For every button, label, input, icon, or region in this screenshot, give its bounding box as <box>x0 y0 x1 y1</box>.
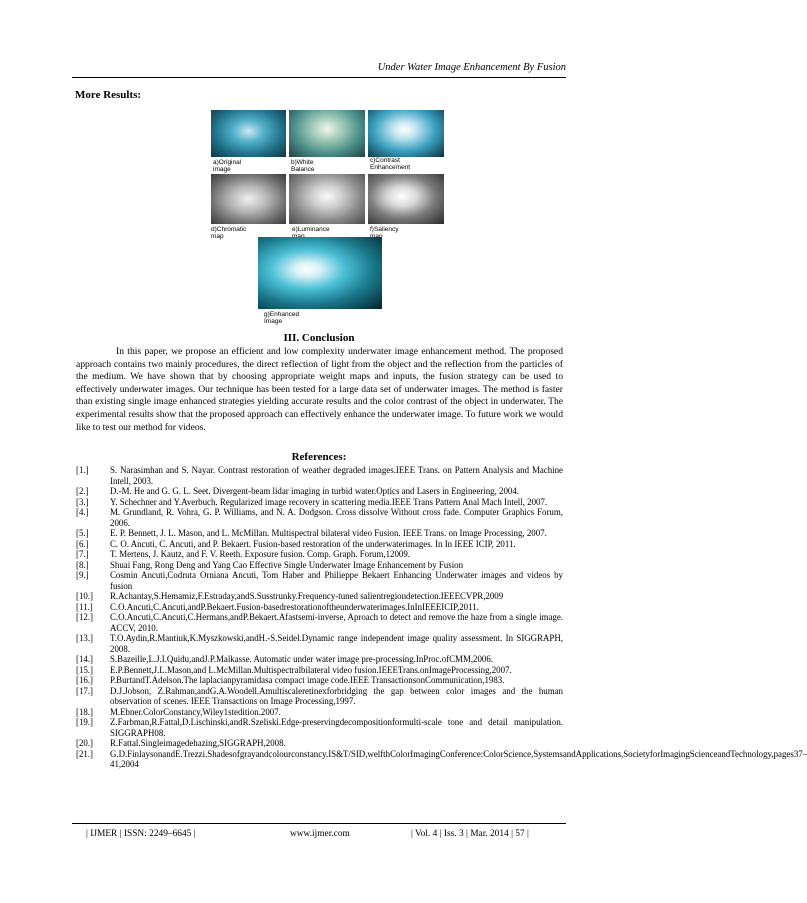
reference-number: [16.] <box>76 675 94 685</box>
reference-item <box>76 654 563 665</box>
footer-rule <box>72 823 566 824</box>
reference-text: Y. Schechner and Y.Averbuch. Regularized image recovery in scattering media.IEEE Trans Pattern Anal Mach Intell, 2007. <box>110 496 548 507</box>
reference-text: Z.Farbman,R.Fattal,D.Lischinski,andR.Szeliski.Edge-preservingdecompositionformulti-scale tone and detail manipulation. SIGGRAPH08. <box>110 717 563 738</box>
conclusion-heading: III. Conclusion <box>283 332 355 344</box>
reference-number: [15.] <box>76 664 94 675</box>
reference-text: P.BurtandT.Adelson.The laplacianpyramidasa compact image code.IEEE TransactionsonCommunication,1983. <box>110 675 505 685</box>
enhanced-image <box>258 237 382 309</box>
contrast-enhancement-image <box>368 110 444 157</box>
conclusion-body <box>76 346 563 434</box>
white-balance-image <box>289 110 365 157</box>
reference-number: [8.] <box>76 559 89 570</box>
chromatic-map-image <box>211 174 286 224</box>
reference-text: T. Mertens, J. Kautz, and F. V. Reeth. Exposure fusion. Comp. Graph. Forum,12009. <box>110 549 411 559</box>
caption-a: a)Original image <box>213 159 242 173</box>
reference-number: [6.] <box>76 538 89 549</box>
reference-text: D.-M. He and G. G. L. Seet. Divergent-beam lidar imaging in turbid water.Optics and Lasers in Engineering, 2004. <box>110 486 519 496</box>
footer-journal: | IJMER | ISSN: 2249–6645 | <box>86 829 196 839</box>
reference-number: [12.] <box>76 612 94 622</box>
reference-text: E. P. Bennett, J. L. Mason, and L. McMillan. Multispectral bilateral video Fusion. IEEE Trans. on Image Processing, 2007. <box>110 528 547 538</box>
reference-number: [5.] <box>76 528 89 538</box>
reference-item <box>76 707 563 718</box>
reference-number: [2.] <box>76 486 89 496</box>
reference-text: Cosmin Ancuti,Codruta Orniana Ancuti, Tom Haber and Philieppe Bekaert Enhancing Underwater images and videos by fusion <box>110 570 563 591</box>
header-rule <box>72 77 566 78</box>
reference-item <box>76 497 563 508</box>
reference-number: [10.] <box>76 591 94 601</box>
reference-text: C.O.Ancuti,C.Ancuti,C.Hermans,andP.Bekaert.Afastsemi-inverse, Aproach to detect and remove the haze from a single image. ACCV, 2010. <box>110 612 563 633</box>
reference-text: C. O. Ancuti, C. Ancuti, and P. Bekaert. Fusion-based restoration of the underwaterimages. In In IEEE ICIP, 2011. <box>110 538 516 549</box>
footer-website: www.ijmer.com <box>290 829 350 839</box>
reference-item <box>76 675 563 686</box>
reference-number: [11.] <box>76 601 93 612</box>
reference-item <box>76 507 563 528</box>
reference-text: C.O.Ancuti,C.Ancuti,andP.Bekaert.Fusion-basedrestorationoftheunderwaterimages.InInIEEEICIP,2011. <box>110 601 479 612</box>
reference-item <box>76 748 807 770</box>
reference-item <box>76 549 563 560</box>
reference-number: [4.] <box>76 507 89 517</box>
reference-number: [13.] <box>76 633 94 643</box>
reference-number: [1.] <box>76 465 89 475</box>
saliency-map-image <box>368 174 444 224</box>
reference-number: [9.] <box>76 570 89 580</box>
reference-item <box>76 717 563 738</box>
original-image <box>211 110 286 157</box>
luminance-map-image <box>289 174 365 224</box>
caption-d: d)Chromatic map <box>211 226 247 240</box>
reference-item <box>76 686 563 707</box>
reference-item <box>76 528 563 539</box>
reference-text: S. Narasimhan and S. Nayar. Contrast restoration of weather degraded images.IEEE Trans. on Pattern Analysis and Machine Intell, 2003. <box>110 465 563 486</box>
reference-text: R.Fattal.Singleimagedehazing,SIGGRAPH,2008. <box>110 738 286 748</box>
reference-number: [17.] <box>76 685 94 696</box>
reference-number: [21.] <box>76 748 94 759</box>
reference-text: R.Achantay,S.Hemamiz,F.Estraday,andS.Susstrunky.Frequency-tuned salientregiondetection.IEEECVPR,2009 <box>110 591 504 601</box>
reference-text: M. Grundland, R. Vohra, G. P. Williams, and N. A. Dodgson. Cross dissolve Without cross fade. Computer Graphics Forum, 2006. <box>110 507 563 528</box>
reference-text: D.J.Jobson, Z.Rahman,andG.A.Woodell.Amultiscaleretinexforbridging the gap between color images and the human observation of scenes. IEEE Transactions on Image Processing,1997. <box>110 685 563 706</box>
reference-item <box>76 738 563 749</box>
reference-item <box>76 560 563 571</box>
caption-b: b)White Balance <box>291 159 315 173</box>
reference-text: T.O.Aydin,R.Mantiuk,K.Myszkowski,andH.-S.Seidel.Dynamic range independent image quality assessment. In SIGGRAPH, 2008. <box>110 633 563 654</box>
caption-g: g)Enhanced Image <box>264 311 300 325</box>
caption-f: f)Saliency <box>370 226 399 233</box>
reference-number: [20.] <box>76 738 94 748</box>
reference-item <box>76 539 563 550</box>
reference-text: M.Ebner.ColorConstancy,Wiley1stedition.2007. <box>110 706 281 717</box>
references-heading: References: <box>291 451 347 463</box>
running-header: Under Water Image Enhancement By Fusion <box>377 62 566 73</box>
reference-number: [3.] <box>76 496 89 507</box>
conclusion-paragraph: In this paper, we propose an efficient and low complexity underwater image enhancement method. The proposed approach contains two mainly procedures, the direct reflection of light from the object and the reflection from the particles of the medium. We have shown that by choosing appropriate weight maps and inputs, the fusion strategy can be used to effectively underwater images. Our technique has been tested for a large data set of underwater images. The method is faster than existing single image enhanced strategies yielding accurate results and the color contrast of the object in underwater. The experimental results show that the proposed approach can effectively enhance the underwater image. To future work we would like to test our method for videos. <box>76 346 563 433</box>
reference-item <box>76 633 563 654</box>
footer-issue: | Vol. 4 | Iss. 3 | Mar. 2014 | 57 | <box>411 829 529 839</box>
more-results-heading: More Results: <box>75 89 142 101</box>
reference-number: [14.] <box>76 654 94 664</box>
references-list <box>76 465 807 770</box>
reference-item <box>76 465 563 486</box>
caption-c: c)Contrast Enhancement <box>370 157 411 171</box>
reference-number: [18.] <box>76 706 94 717</box>
reference-text: Shuai Fang, Rong Deng and Yang Cao Effective Single Underwater Image Enhancement by Fusion <box>110 559 464 570</box>
reference-item <box>76 591 563 602</box>
reference-text: S.Bazeille,L.J.I.Quidu,andJ.P.Malkasse. Automatic under water image pre-processing.InProc.ofCMM,2006. <box>110 654 494 664</box>
reference-text: G.D.FinlaysonandE.Trezzi.Shadesofgrayandcolourconstancy.IS&T/SID,welfthColorImagingConference:ColorScience,SystemsandApplications,SocietyforImagingScienceandTechnology,pages37–41,2004 <box>110 748 807 769</box>
reference-item <box>76 612 563 633</box>
reference-item <box>76 570 563 591</box>
caption-e: e)Luminance <box>292 226 330 233</box>
reference-text: E.P.Bennett,J.L.Mason,and L.McMillan.Multispectralbilateral video fusion.IEEETrans.onImageProcessing,2007. <box>110 664 512 675</box>
reference-item <box>76 602 563 613</box>
reference-item <box>76 665 563 676</box>
reference-number: [19.] <box>76 717 94 727</box>
reference-item <box>76 486 563 497</box>
reference-number: [7.] <box>76 549 89 559</box>
